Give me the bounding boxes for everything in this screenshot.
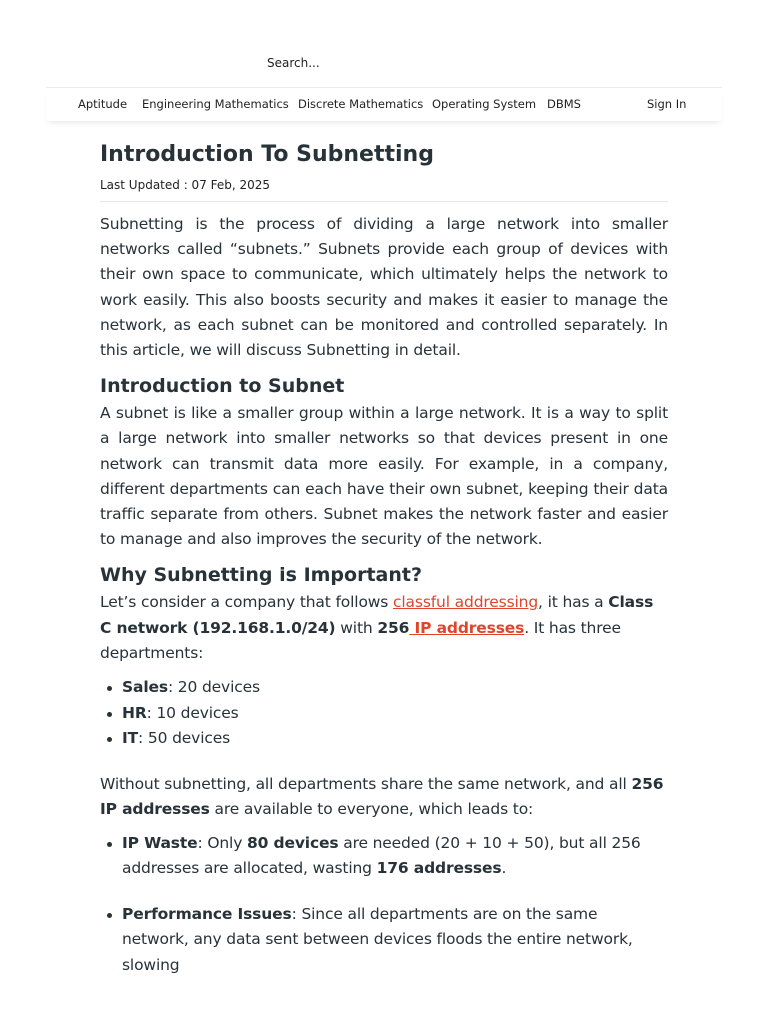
department-name: IT — [122, 729, 139, 748]
nav-item-aptitude[interactable]: Aptitude — [78, 97, 128, 111]
issue-name: IP Waste — [122, 833, 198, 852]
text: : Only — [197, 833, 248, 852]
list-item — [122, 726, 668, 752]
bold-text: 256 — [377, 618, 410, 637]
divider — [100, 201, 668, 202]
department-devices: : 20 devices — [167, 678, 260, 697]
bold-text: 176 addresses — [376, 859, 502, 878]
company-paragraph — [100, 590, 668, 666]
search-box[interactable]: Search... — [267, 56, 320, 70]
department-devices: : 50 devices — [138, 729, 231, 748]
bold-text: Class C network (192.168.1.0/24) — [100, 593, 654, 637]
department-name: HR — [122, 703, 147, 722]
text: Let’s consider a company that follows — [100, 593, 394, 612]
list-item — [122, 831, 668, 882]
departments-list — [100, 675, 668, 752]
nav-item-dbms[interactable]: DBMS — [547, 97, 581, 111]
text: . — [501, 859, 507, 878]
subnet-paragraph: A subnet is like a smaller group within a large network. It is a way to split a large network into smaller networks so that devices present in one network can transmit data more easily. For example, in a company, different departments can each have their own subnet, keeping their data traffic separate from others. Subnet makes the network faster and easier to manage and also improves the security of the network. — [100, 404, 668, 549]
text: , it has a — [538, 593, 609, 612]
bold-text: 80 devices — [247, 833, 339, 852]
nav-item-engineering-mathematics[interactable]: Engineering Mathematics — [142, 97, 289, 111]
nav-item-discrete-mathematics[interactable]: Discrete Mathematics — [298, 97, 424, 111]
nav-item-operating-system[interactable]: Operating System — [432, 97, 537, 111]
intro-paragraph: Subnetting is the process of dividing a large network into smaller networks called “subnets.” Subnets provide each group of devices with their own space to communicate, which ultimately helps the network to work easily. This also boosts security and makes it easier to manage the network, as each subnet can be monitored and controlled separately. In this article, we will discuss Subnetting in detail. — [100, 215, 668, 360]
department-name: Sales — [122, 678, 168, 697]
list-item — [122, 701, 668, 727]
section-heading-subnet: Introduction to Subnet — [100, 375, 345, 398]
text: are needed (20 + 10 + 50), but all 256 addresses are allocated, wasting — [122, 833, 641, 878]
text: : Since all departments are on the same network, any data sent between devices floods the entire network, slowing — [122, 904, 633, 974]
issue-name: Performance Issues — [122, 904, 292, 923]
list-item — [122, 902, 668, 979]
issues-list — [100, 831, 668, 979]
without-subnetting-paragraph — [100, 772, 668, 822]
sign-in-link[interactable]: Sign In — [647, 97, 687, 111]
top-navbar — [46, 87, 722, 121]
text: . It has three departments: — [100, 618, 621, 662]
ip-addresses-link[interactable]: IP addresses — [409, 618, 525, 637]
department-devices: : 10 devices — [146, 703, 239, 722]
text: Without subnetting, all departments share the same network, and all — [100, 774, 632, 793]
article — [100, 140, 668, 978]
bold-text: 256 IP addresses — [100, 774, 664, 818]
classful-addressing-link[interactable]: classful addressing — [393, 593, 539, 612]
last-updated: Last Updated : 07 Feb, 2025 — [100, 178, 271, 192]
text: are available to everyone, which leads to: — [209, 799, 534, 818]
article-title: Introduction To Subnetting — [100, 142, 434, 167]
list-item — [122, 675, 668, 701]
section-heading-why-subnetting: Why Subnetting is Important? — [100, 564, 422, 587]
text: with — [335, 618, 378, 637]
